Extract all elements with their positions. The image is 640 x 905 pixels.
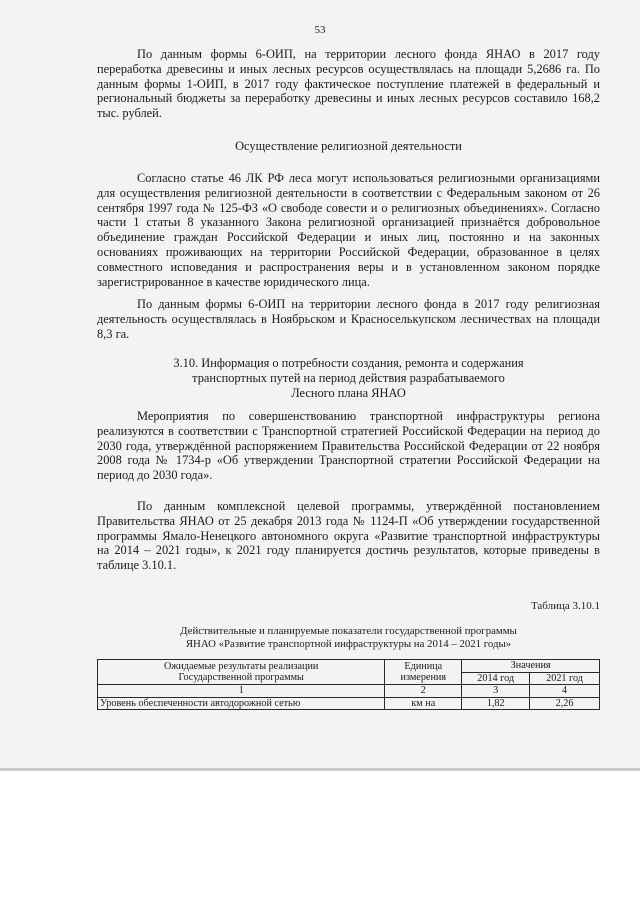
header-results-line1: Ожидаемые результаты реализации xyxy=(163,660,319,672)
section-heading-3-10 xyxy=(97,356,600,400)
header-results-line2: Государственной программы xyxy=(178,672,304,683)
table-title-line2: ЯНАО «Развитие транспортной инфраструктуры на 2014 – 2021 годы» xyxy=(185,638,512,650)
header-values: Значения xyxy=(462,660,600,673)
table-title xyxy=(97,625,600,651)
cell-unit: км на xyxy=(385,697,462,710)
table-header-row xyxy=(98,660,600,673)
indicators-table xyxy=(97,659,600,710)
column-number: 2 xyxy=(385,685,462,698)
page-number: 53 xyxy=(314,24,326,36)
table-numbering-row xyxy=(98,685,600,698)
cell-value-2021: 2,26 xyxy=(530,697,600,710)
column-number: 3 xyxy=(462,685,530,698)
heading-religious-activity: Осуществление религиозной деятельности xyxy=(235,139,462,153)
table-title-line1: Действительные и планируемые показатели государственной программы xyxy=(180,625,517,637)
paragraph-transport-strategy: Мероприятия по совершенствованию транспортной инфраструктуры региона реализуются в соответствии с Транспортной стратегией Российской Федерации на период до 2030 года, утверждённой распоряжением Правительства Российской Федерации от 22 ноября 2008 года № 1734-р «Об утверждении Транспортной стратегии Российской Федерации на период до 2030 года». xyxy=(97,409,600,483)
section-heading-line2: транспортных путей на период действия разрабатываемого xyxy=(192,370,505,385)
page-bottom-edge xyxy=(0,768,640,771)
header-results xyxy=(98,660,385,685)
section-heading-line3: Лесного плана ЯНАО xyxy=(291,385,406,400)
header-unit-line1: Единица xyxy=(404,660,443,672)
header-year-2014: 2014 год xyxy=(462,672,530,685)
paragraph-transport-program: По данным комплексной целевой программы, утверждённой постановлением Правительства ЯНАО от 25 декабря 2013 года № 1124-П «Об утверждении государственной программы Ямало-Ненецкого автономного округа «Развитие транспортной инфраструктуры на 2014 – 2021 годы», к 2021 году планируется достичь результатов, которые приведены в таблице 3.10.1. xyxy=(97,499,600,573)
header-year-2021: 2021 год xyxy=(530,672,600,685)
paragraph-religion-area: По данным формы 6-ОИП на территории лесного фонда в 2017 году религиозная деятельность осуществлялась в Ноябрьском и Красноселькупском лесничествах на площади 8,3 га. xyxy=(97,297,600,341)
column-number: 4 xyxy=(530,685,600,698)
section-heading-line1: 3.10. Информация о потребности создания, ремонта и содержания xyxy=(173,356,524,370)
paragraph-processing: По данным формы 6-ОИП, на территории лесного фонда ЯНАО в 2017 году переработка древесины и иных лесных ресурсов осуществлялась на площади 5,2686 га. По данным формы 1-ОИП, в 2017 году фактическое поступление платежей в федеральный и региональный бюджеты за переработку древесины и иных лесных ресурсов составило 168,2 тыс. рублей. xyxy=(97,47,600,121)
column-number: 1 xyxy=(98,685,385,698)
table-row xyxy=(98,697,600,710)
table-label: Таблица 3.10.1 xyxy=(530,600,600,612)
header-unit-line2: измерения xyxy=(400,672,447,683)
cell-indicator: Уровень обеспеченности автодорожной сетью xyxy=(98,697,385,710)
cell-value-2014: 1,82 xyxy=(462,697,530,710)
header-unit xyxy=(385,660,462,685)
paragraph-religion-law: Согласно статье 46 ЛК РФ леса могут использоваться религиозными организациями для осуществления религиозной деятельности в соответствии с Федеральным законом от 26 сентября 1997 года № 125-ФЗ «О свободе совести и о религиозных объединениях». Согласно части 1 статьи 8 указанного Закона религиозной организацией признаётся добровольное объединение граждан Российской Федерации и иных лиц, постоянно и на законных основаниях проживающих на территории Российской Федерации, образованное в целях совместного исповедания и распространения веры и в установленном законом порядке зарегистрированное в качестве юридического лица. xyxy=(97,171,600,289)
